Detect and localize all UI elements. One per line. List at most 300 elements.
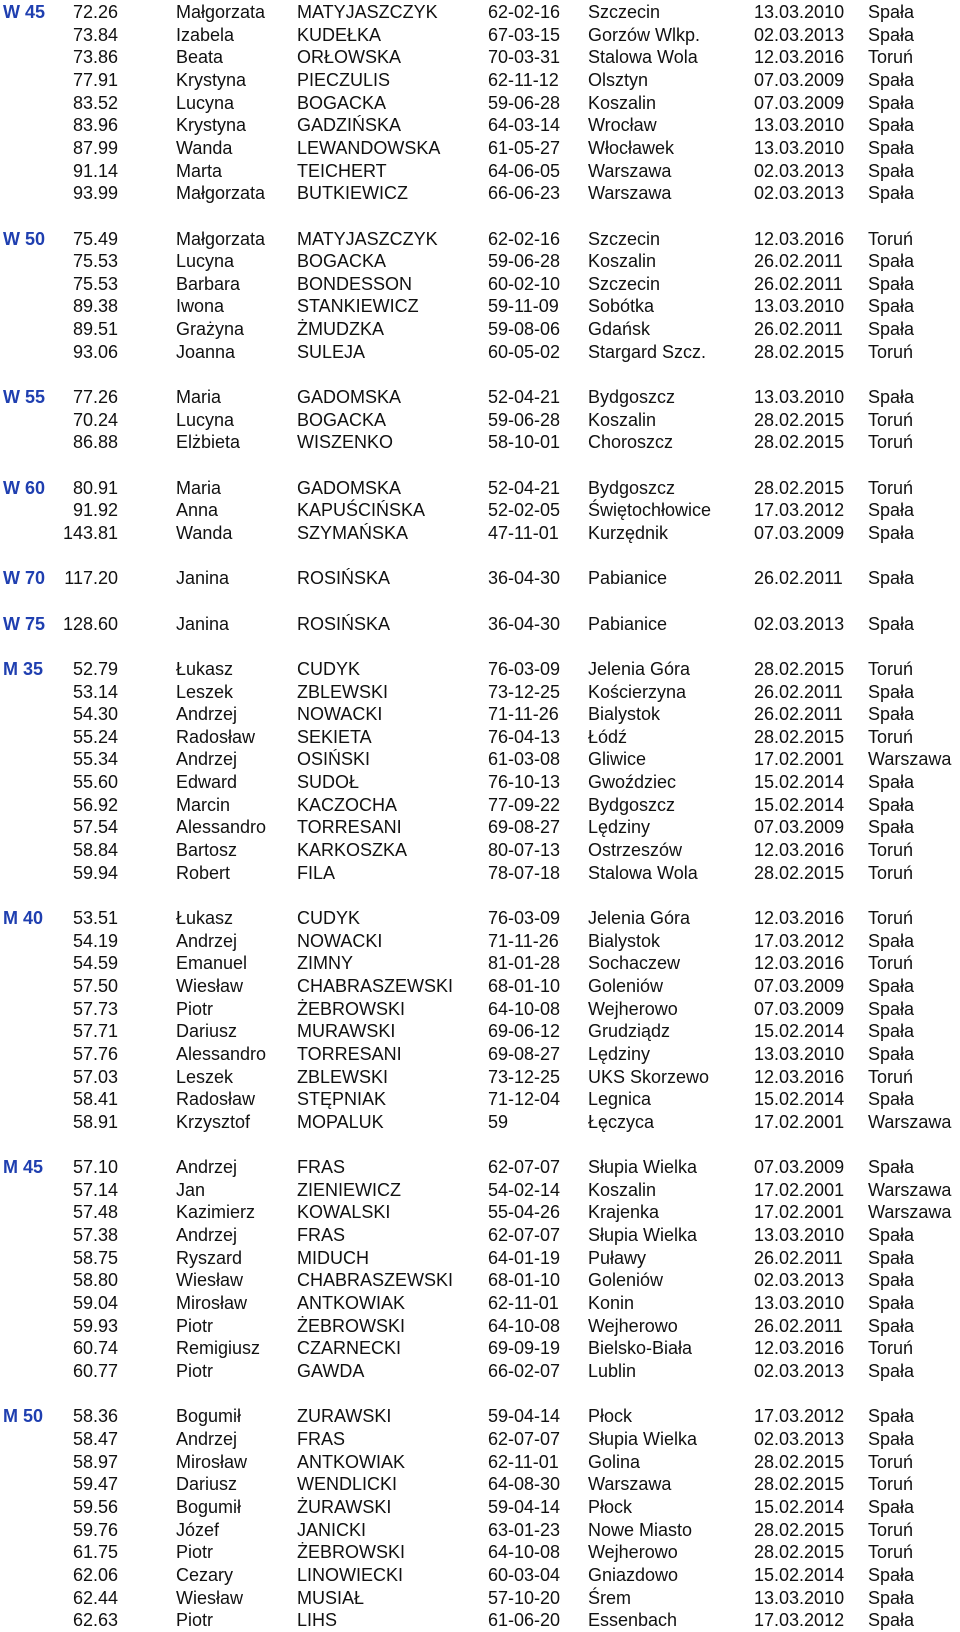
birth-date-cell: 64-10-08 (488, 998, 561, 1019)
birth-date-cell: 60-02-10 (488, 273, 561, 294)
city-cell: Gorzów Wlkp. (588, 24, 701, 45)
venue-cell: Spała (868, 296, 915, 317)
venue-cell: Spała (868, 975, 915, 996)
record-date-cell: 07.03.2009 (754, 522, 845, 543)
time-cell: 59.94 (72, 862, 118, 883)
first-name-cell: Lucyna (176, 409, 235, 430)
first-name-cell: Andrzej (176, 1428, 238, 1449)
last-name-cell: BOGACKA (297, 409, 387, 430)
first-name-cell: Lucyna (176, 251, 235, 272)
first-name-cell: Piotr (176, 1361, 214, 1381)
venue-cell: Toruń (868, 953, 914, 974)
time-cell: 91.14 (72, 160, 118, 181)
table-row (0, 1088, 960, 1110)
city-cell: Puławy (588, 1247, 647, 1268)
first-name-cell: Robert (176, 862, 231, 883)
first-name-cell: Iwona (176, 296, 225, 317)
first-name-cell: Piotr (176, 1315, 214, 1336)
table-row (0, 250, 960, 272)
record-date-cell: 12.03.2016 (754, 47, 845, 68)
time-cell: 57.38 (72, 1225, 118, 1246)
first-name-cell: Wiesław (176, 1270, 244, 1291)
venue-cell: Toruń (868, 409, 914, 430)
time-cell: 75.53 (72, 251, 118, 272)
last-name-cell: WENDLICKI (297, 1474, 398, 1495)
first-name-cell: Ryszard (176, 1247, 243, 1268)
time-cell: 83.52 (72, 92, 118, 113)
record-date-cell: 12.03.2016 (754, 228, 845, 249)
last-name-cell: ANTKOWIAK (297, 1451, 406, 1472)
city-cell: Świętochłowice (588, 500, 712, 521)
last-name-cell: MOPALUK (297, 1111, 384, 1132)
last-name-cell: ZIMNY (297, 953, 353, 974)
last-name-cell: ZURAWSKI (297, 1406, 392, 1427)
birth-date-cell: 64-08-30 (488, 1474, 561, 1495)
table-row (0, 409, 960, 431)
time-cell: 89.51 (72, 319, 118, 340)
birth-date-cell: 78-07-18 (488, 862, 561, 883)
record-date-cell: 12.03.2016 (754, 1338, 845, 1359)
record-date-cell: 28.02.2015 (754, 1519, 845, 1540)
city-cell: Sobótka (588, 296, 655, 317)
table-row (0, 431, 960, 453)
last-name-cell: ŻURAWSKI (297, 1496, 392, 1517)
birth-date-cell: 76-10-13 (488, 772, 561, 793)
venue-cell: Spała (868, 1564, 915, 1585)
record-date-cell: 12.03.2016 (754, 840, 845, 861)
time-cell: 54.30 (72, 704, 118, 725)
record-date-cell: 28.02.2015 (754, 1451, 845, 1472)
city-cell: Włocławek (588, 137, 675, 158)
last-name-cell: CZARNECKI (297, 1338, 402, 1359)
time-cell: 56.92 (72, 794, 118, 815)
last-name-cell: STĘPNIAK (297, 1089, 387, 1110)
last-name-cell: WISZENKO (297, 432, 394, 453)
city-cell: Golina (588, 1451, 641, 1472)
first-name-cell: Mirosław (176, 1293, 248, 1314)
city-cell: Gwoździec (588, 772, 677, 793)
city-cell: UKS Skorzewo (588, 1066, 710, 1087)
record-date-cell: 28.02.2015 (754, 1542, 845, 1563)
last-name-cell: ŻEBROWSKI (297, 998, 406, 1019)
city-cell: Wrocław (588, 115, 657, 136)
venue-cell: Spała (868, 613, 915, 634)
venue-cell: Toruń (868, 1519, 914, 1540)
city-cell: Olsztyn (588, 69, 649, 90)
last-name-cell: FRAS (297, 1225, 346, 1246)
venue-cell: Spała (868, 1315, 915, 1336)
first-name-cell: Andrzej (176, 1225, 238, 1246)
birth-date-cell: 62-07-07 (488, 1225, 561, 1246)
venue-cell: Toruń (868, 840, 914, 861)
table-row (0, 1405, 960, 1427)
table-row (0, 1201, 960, 1223)
table-row (0, 862, 960, 884)
record-date-cell: 02.03.2013 (754, 1428, 845, 1449)
record-date-cell: 15.02.2014 (754, 772, 845, 793)
first-name-cell: Bogumił (176, 1496, 242, 1517)
last-name-cell: KACZOCHA (297, 794, 398, 815)
table-row (0, 386, 960, 408)
first-name-cell: Izabela (176, 24, 235, 45)
time-cell: 57.03 (72, 1066, 118, 1087)
last-name-cell: BOGACKA (297, 92, 387, 113)
time-cell: 58.91 (72, 1111, 118, 1132)
first-name-cell: Anna (176, 500, 219, 521)
birth-date-cell: 59-06-28 (488, 251, 561, 272)
birth-date-cell: 59-11-09 (488, 296, 559, 317)
venue-cell: Toruń (868, 1338, 914, 1359)
venue-cell: Spała (868, 1428, 915, 1449)
record-date-cell: 12.03.2016 (754, 908, 845, 928)
record-date-cell: 02.03.2013 (754, 160, 845, 181)
birth-date-cell: 73-12-25 (488, 1066, 561, 1087)
record-date-cell: 28.02.2015 (754, 658, 845, 679)
birth-date-cell: 59-06-28 (488, 409, 561, 430)
birth-date-cell: 62-07-07 (488, 1157, 561, 1178)
venue-cell: Spała (868, 183, 915, 204)
table-row (0, 1587, 960, 1609)
birth-date-cell: 76-03-09 (488, 658, 561, 679)
city-cell: Jelenia Góra (588, 658, 691, 679)
venue-cell: Spała (868, 772, 915, 793)
birth-date-cell: 62-11-01 (488, 1293, 559, 1314)
last-name-cell: ZBLEWSKI (297, 1066, 389, 1087)
record-date-cell: 17.03.2012 (754, 1406, 845, 1427)
first-name-cell: Piotr (176, 998, 214, 1019)
last-name-cell: LINOWIECKI (297, 1564, 404, 1585)
last-name-cell: BONDESSON (297, 273, 413, 294)
venue-cell: Spała (868, 500, 915, 521)
time-cell: 80.91 (72, 477, 118, 498)
venue-cell: Spała (868, 998, 915, 1019)
city-cell: Bielsko-Biała (588, 1338, 693, 1359)
first-name-cell: Dariusz (176, 1474, 238, 1495)
first-name-cell: Beata (176, 47, 224, 68)
first-name-cell: Radosław (176, 1089, 256, 1110)
last-name-cell: ŻEBROWSKI (297, 1542, 406, 1563)
record-date-cell: 26.02.2011 (754, 1247, 843, 1268)
table-row (0, 771, 960, 793)
last-name-cell: NOWACKI (297, 704, 383, 725)
venue-cell: Toruń (868, 341, 914, 362)
table-row (0, 273, 960, 295)
first-name-cell: Wiesław (176, 975, 244, 996)
category-label: M 50 (3, 1406, 44, 1427)
record-date-cell: 28.02.2015 (754, 409, 845, 430)
city-cell: Jelenia Góra (588, 908, 691, 928)
time-cell: 60.74 (72, 1338, 118, 1359)
birth-date-cell: 59 (488, 1111, 509, 1132)
table-row (0, 1541, 960, 1563)
venue-cell: Spała (868, 930, 915, 951)
venue-cell: Toruń (868, 726, 914, 747)
last-name-cell: BUTKIEWICZ (297, 183, 408, 204)
table-row (0, 1066, 960, 1088)
first-name-cell: Maria (176, 477, 222, 498)
birth-date-cell: 59-04-14 (488, 1406, 561, 1427)
table-row (0, 160, 960, 182)
venue-cell: Toruń (868, 658, 914, 679)
time-cell: 57.73 (72, 998, 118, 1019)
time-cell: 61.75 (72, 1542, 118, 1563)
last-name-cell: FILA (297, 862, 336, 883)
first-name-cell: Emanuel (176, 953, 248, 974)
venue-cell: Spała (868, 1247, 915, 1268)
last-name-cell: FRAS (297, 1157, 346, 1178)
time-cell: 57.54 (72, 817, 118, 838)
birth-date-cell: 71-11-26 (488, 930, 559, 951)
last-name-cell: ROSIŃSKA (297, 568, 391, 589)
last-name-cell: BOGACKA (297, 251, 387, 272)
last-name-cell: GADOMSKA (297, 387, 402, 408)
city-cell: Grudziądz (588, 1021, 671, 1042)
first-name-cell: Andrzej (176, 704, 238, 725)
table-row (0, 1020, 960, 1042)
birth-date-cell: 69-08-27 (488, 1043, 561, 1064)
first-name-cell: Małgorzata (176, 183, 266, 204)
record-date-cell: 26.02.2011 (754, 273, 843, 294)
venue-cell: Warszawa (868, 1179, 952, 1200)
record-date-cell: 07.03.2009 (754, 998, 845, 1019)
first-name-cell: Piotr (176, 1610, 214, 1631)
table-row (0, 1451, 960, 1473)
table-row (0, 1269, 960, 1291)
last-name-cell: TORRESANI (297, 817, 402, 838)
venue-cell: Spała (868, 522, 915, 543)
table-row (0, 658, 960, 680)
venue-cell: Spała (868, 568, 915, 589)
first-name-cell: Mirosław (176, 1451, 248, 1472)
last-name-cell: KUDEŁKA (297, 24, 382, 45)
time-cell: 62.63 (72, 1610, 118, 1631)
city-cell: Szczecin (588, 2, 661, 22)
time-cell: 57.10 (72, 1157, 118, 1178)
time-cell: 128.60 (62, 613, 118, 634)
table-row (0, 567, 960, 589)
birth-date-cell: 62-07-07 (488, 1428, 561, 1449)
table-row (0, 182, 960, 204)
last-name-cell: ROSIŃSKA (297, 613, 391, 634)
table-row (0, 1179, 960, 1201)
record-date-cell: 28.02.2015 (754, 1474, 845, 1495)
time-cell: 75.53 (72, 273, 118, 294)
birth-date-cell: 68-01-10 (488, 1270, 561, 1291)
category-label: M 40 (3, 908, 44, 928)
category-label: W 60 (3, 477, 46, 498)
table-row (0, 1224, 960, 1246)
table-row (0, 1496, 960, 1518)
venue-cell: Spała (868, 1157, 915, 1178)
time-cell: 70.24 (72, 409, 118, 430)
first-name-cell: Janina (176, 568, 230, 589)
last-name-cell: MURAWSKI (297, 1021, 396, 1042)
record-date-cell: 12.03.2016 (754, 953, 845, 974)
last-name-cell: GADOMSKA (297, 477, 402, 498)
record-date-cell: 13.03.2010 (754, 137, 845, 158)
first-name-cell: Grażyna (176, 319, 245, 340)
birth-date-cell: 61-05-27 (488, 137, 561, 158)
time-cell: 86.88 (72, 432, 118, 453)
record-date-cell: 13.03.2010 (754, 296, 845, 317)
time-cell: 55.24 (72, 726, 118, 747)
record-date-cell: 02.03.2013 (754, 183, 845, 204)
time-cell: 57.50 (72, 975, 118, 996)
record-date-cell: 26.02.2011 (754, 251, 843, 272)
city-cell: Wejherowo (588, 998, 678, 1019)
birth-date-cell: 52-02-05 (488, 500, 561, 521)
record-date-cell: 17.02.2001 (754, 1179, 845, 1200)
table-row (0, 1111, 960, 1133)
birth-date-cell: 67-03-15 (488, 24, 561, 45)
time-cell: 93.06 (72, 341, 118, 362)
time-cell: 83.96 (72, 115, 118, 136)
venue-cell: Toruń (868, 47, 914, 68)
last-name-cell: CHABRASZEWSKI (297, 1270, 454, 1291)
venue-cell: Spała (868, 1610, 915, 1631)
last-name-cell: ORŁOWSKA (297, 47, 402, 68)
record-date-cell: 13.03.2010 (754, 1293, 845, 1314)
birth-date-cell: 58-10-01 (488, 432, 561, 453)
category-label: W 50 (3, 228, 46, 249)
venue-cell: Spała (868, 1270, 915, 1291)
table-row (0, 1315, 960, 1337)
last-name-cell: LEWANDOWSKA (297, 137, 441, 158)
birth-date-cell: 47-11-01 (488, 522, 559, 543)
record-date-cell: 28.02.2015 (754, 341, 845, 362)
table-row (0, 1473, 960, 1495)
birth-date-cell: 64-10-08 (488, 1315, 561, 1336)
venue-cell: Spała (868, 704, 915, 725)
time-cell: 58.47 (72, 1428, 118, 1449)
time-cell: 59.93 (72, 1315, 118, 1336)
record-date-cell: 13.03.2010 (754, 1587, 845, 1608)
last-name-cell: MATYJASZCZYK (297, 228, 438, 249)
time-cell: 54.19 (72, 930, 118, 951)
city-cell: Lublin (588, 1361, 637, 1381)
venue-cell: Toruń (868, 432, 914, 453)
table-row (0, 907, 960, 929)
birth-date-cell: 62-11-12 (488, 69, 559, 90)
category-label: W 55 (3, 387, 46, 408)
last-name-cell: GADZIŃSKA (297, 115, 402, 136)
venue-cell: Spała (868, 681, 915, 702)
first-name-cell: Andrzej (176, 930, 238, 951)
first-name-cell: Radosław (176, 726, 256, 747)
birth-date-cell: 69-08-27 (488, 817, 561, 838)
last-name-cell: NOWACKI (297, 930, 383, 951)
table-row (0, 1360, 960, 1382)
first-name-cell: Cezary (176, 1564, 234, 1585)
city-cell: Konin (588, 1293, 635, 1314)
first-name-cell: Marcin (176, 794, 231, 815)
first-name-cell: Maria (176, 387, 222, 408)
birth-date-cell: 80-07-13 (488, 840, 561, 861)
record-date-cell: 17.02.2001 (754, 1111, 845, 1132)
time-cell: 53.14 (72, 681, 118, 702)
venue-cell: Toruń (868, 862, 914, 883)
birth-date-cell: 36-04-30 (488, 613, 561, 634)
table-row (0, 975, 960, 997)
last-name-cell: TORRESANI (297, 1043, 402, 1064)
venue-cell: Warszawa (868, 1111, 952, 1132)
record-date-cell: 07.03.2009 (754, 975, 845, 996)
time-cell: 57.48 (72, 1202, 118, 1223)
venue-cell: Toruń (868, 1451, 914, 1472)
birth-date-cell: 64-03-14 (488, 115, 561, 136)
table-row (0, 748, 960, 770)
last-name-cell: KAPUŚCIŃSKA (297, 500, 426, 521)
city-cell: Śrem (588, 1587, 632, 1608)
last-name-cell: ŻMUDZKA (297, 319, 384, 340)
last-name-cell: MATYJASZCZYK (297, 2, 438, 22)
category-label: M 35 (3, 658, 44, 679)
birth-date-cell: 60-05-02 (488, 341, 561, 362)
venue-cell: Spała (868, 273, 915, 294)
venue-cell: Toruń (868, 228, 914, 249)
record-date-cell: 26.02.2011 (754, 319, 843, 340)
venue-cell: Spała (868, 160, 915, 181)
last-name-cell: MIDUCH (297, 1247, 369, 1268)
city-cell: Choroszcz (588, 432, 674, 453)
last-name-cell: SULEJA (297, 341, 366, 362)
record-date-cell: 07.03.2009 (754, 817, 845, 838)
city-cell: Stalowa Wola (588, 862, 698, 883)
city-cell: Szczecin (588, 228, 661, 249)
table-row (0, 114, 960, 136)
table-row (0, 1292, 960, 1314)
first-name-cell: Alessandro (176, 1043, 267, 1064)
first-name-cell: Leszek (176, 681, 234, 702)
birth-date-cell: 52-04-21 (488, 387, 561, 408)
birth-date-cell: 36-04-30 (488, 568, 561, 589)
first-name-cell: Krystyna (176, 69, 247, 90)
first-name-cell: Bogumił (176, 1406, 242, 1427)
venue-cell: Spała (868, 1361, 915, 1381)
venue-cell: Spała (868, 387, 915, 408)
birth-date-cell: 60-03-04 (488, 1564, 561, 1585)
first-name-cell: Wanda (176, 137, 233, 158)
time-cell: 62.44 (72, 1587, 118, 1608)
city-cell: Warszawa (588, 160, 672, 181)
city-cell: Bialystok (588, 930, 661, 951)
table-row (0, 228, 960, 250)
record-date-cell: 02.03.2013 (754, 1361, 845, 1381)
venue-cell: Spała (868, 24, 915, 45)
birth-date-cell: 81-01-28 (488, 953, 561, 974)
first-name-cell: Małgorzata (176, 2, 266, 22)
birth-date-cell: 55-04-26 (488, 1202, 561, 1223)
time-cell: 55.60 (72, 772, 118, 793)
city-cell: Łódź (588, 726, 628, 747)
last-name-cell: LIHS (297, 1610, 338, 1631)
birth-date-cell: 71-12-04 (488, 1089, 561, 1110)
venue-cell: Spała (868, 115, 915, 136)
first-name-cell: Janina (176, 613, 230, 634)
birth-date-cell: 57-10-20 (488, 1587, 561, 1608)
last-name-cell: MUSIAŁ (297, 1587, 365, 1608)
city-cell: Pabianice (588, 613, 668, 634)
time-cell: 93.99 (72, 183, 118, 204)
first-name-cell: Wiesław (176, 1587, 244, 1608)
city-cell: Płock (588, 1406, 633, 1427)
birth-date-cell: 69-09-19 (488, 1338, 561, 1359)
city-cell: Kurzędnik (588, 522, 669, 543)
birth-date-cell: 69-06-12 (488, 1021, 561, 1042)
last-name-cell: STANKIEWICZ (297, 296, 419, 317)
city-cell: Goleniów (588, 1270, 664, 1291)
record-date-cell: 28.02.2015 (754, 477, 845, 498)
